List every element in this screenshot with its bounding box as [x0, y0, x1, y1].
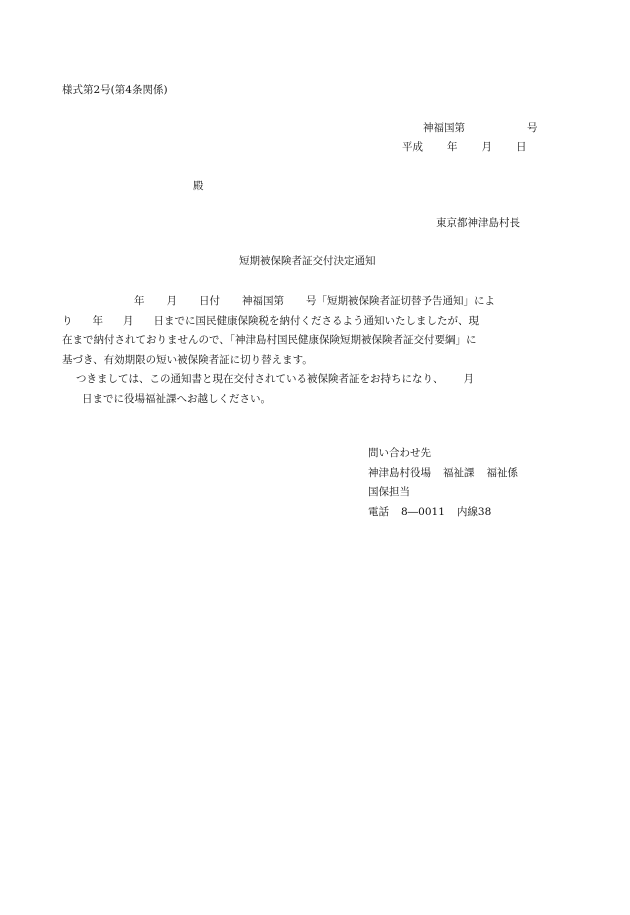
p1-ref-prefix: 神福国第 [242, 295, 284, 307]
contact-staff: 国保担当 [368, 486, 410, 498]
p1-ref-text: 号「短期被保険者証切替予告通知」によ [306, 295, 495, 307]
contact-phone-line [368, 503, 518, 523]
p1-year: 年 [134, 295, 145, 307]
doc-number-prefix: 神福国第 [423, 122, 465, 134]
contact-block [368, 444, 518, 522]
contact-section: 福祉係 [486, 466, 518, 479]
p1-line3: 在まで納付されておりませんので、「神津島村国民健康保険短期被保険者証交付要綱」に [62, 334, 477, 346]
p1-month2: 月 [123, 314, 134, 327]
form-id: 様式第2号(第4条関係) [62, 84, 168, 96]
p2-line1: つきましては、この通知書と現在交付されている被保険者証をお持ちになり、 [76, 373, 444, 385]
p1-month: 月 [166, 295, 177, 307]
phone-extension: 内線38 [456, 505, 492, 518]
doc-number-suffix: 号 [527, 122, 538, 134]
date-month: 月 [481, 141, 492, 153]
p1-line4: 基づき、有効期限の短い被保険者証に切り替えます。 [62, 353, 313, 366]
issuer-name: 東京都神津島村長 [436, 217, 520, 229]
p1-day: 日付 [199, 295, 220, 307]
document-date [402, 142, 527, 153]
era: 平成 [402, 141, 423, 153]
contact-heading: 問い合わせ先 [368, 447, 431, 459]
contact-office: 神津島村役場 [368, 466, 431, 479]
phone-label: 電話 [368, 505, 389, 518]
p1-line2-ri: り [62, 314, 73, 327]
document-title: 短期被保険者証交付決定通知 [239, 255, 376, 267]
date-day: 日 [516, 141, 527, 153]
body-paragraph-2 [62, 370, 532, 409]
p1-line2-rest: 日までに国民健康保険税を納付くださるよう通知いたしましたが、現 [153, 314, 479, 327]
body-paragraph-1 [62, 292, 532, 370]
document-number [423, 123, 538, 134]
p2-month: 月 [463, 373, 474, 385]
date-year: 年 [447, 141, 458, 153]
phone-number: 8―0011 [401, 505, 445, 518]
contact-office-line [368, 464, 518, 484]
contact-division: 福祉課 [443, 466, 475, 479]
p2-line2: 日までに役場福祉課へお越しください。 [82, 392, 271, 405]
document-body [62, 292, 532, 409]
recipient-honorific: 殿 [193, 180, 204, 192]
p1-year2: 年 [92, 314, 103, 327]
